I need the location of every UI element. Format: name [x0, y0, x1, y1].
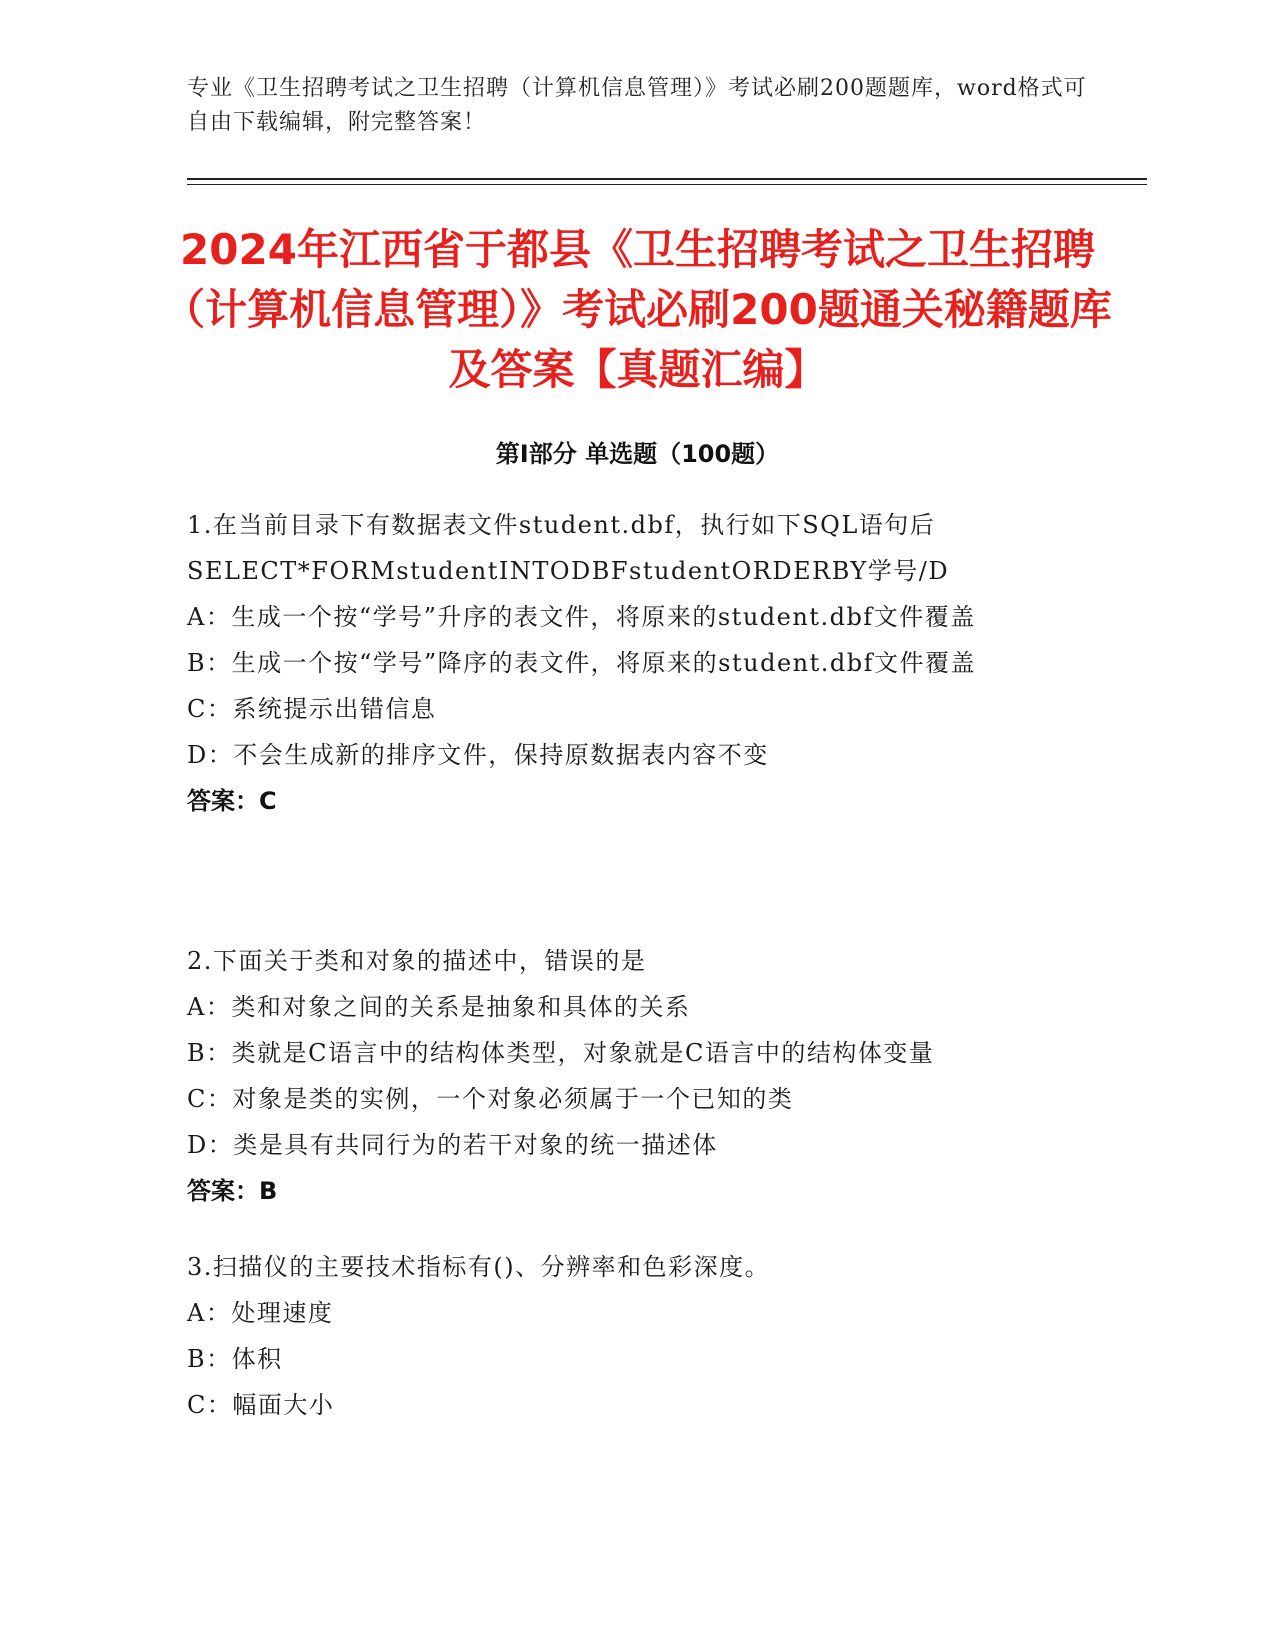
option-c: C：系统提示出错信息: [187, 695, 437, 723]
option-a: A：处理速度: [187, 1299, 334, 1327]
question-1: [187, 502, 1087, 824]
header-note: 专业《卫生招聘考试之卫生招聘（计算机信息管理）》考试必刷200题题库，word格式可自由下载编辑，附完整答案！: [187, 76, 1087, 135]
option-d: D：类是具有共同行为的若干对象的统一描述体: [187, 1131, 718, 1159]
option-c: C：对象是类的实例，一个对象必须属于一个已知的类: [187, 1085, 794, 1113]
header-rule-thick: [187, 178, 1147, 180]
document-title: 2024年江西省于都县《卫生招聘考试之卫生招聘（计算机信息管理）》考试必刷200题通关秘籍题库及答案【真题汇编】: [163, 225, 1112, 394]
question-2: [187, 938, 1087, 1214]
option-c: C：幅面大小: [187, 1391, 335, 1419]
answer-label: 答案：B: [187, 1177, 278, 1205]
section-heading: 第Ⅰ部分 单选题（100题）: [495, 440, 780, 468]
question-stem: 1.在当前目录下有数据表文件student.dbf，执行如下SQL语句后SELECT*FORMstudentINTODBFstudentORDERBY学号/D: [187, 511, 950, 585]
option-a: A：类和对象之间的关系是抽象和具体的关系: [187, 993, 691, 1021]
option-b: B：体积: [187, 1345, 283, 1373]
answer-label: 答案：C: [187, 787, 277, 815]
option-d: D：不会生成新的排序文件，保持原数据表内容不变: [187, 741, 769, 769]
question-stem: 3.扫描仪的主要技术指标有()、分辨率和色彩深度。: [187, 1253, 771, 1281]
option-b: B：类就是C语言中的结构体类型，对象就是C语言中的结构体变量: [187, 1039, 935, 1067]
question-stem: 2.下面关于类和对象的描述中，错误的是: [187, 947, 647, 975]
option-a: A：生成一个按“学号”升序的表文件，将原来的student.dbf文件覆盖: [187, 603, 976, 631]
question-3: [187, 1244, 1087, 1428]
header-rule-thin: [187, 184, 1147, 185]
option-b: B：生成一个按“学号”降序的表文件，将原来的student.dbf文件覆盖: [187, 649, 976, 677]
